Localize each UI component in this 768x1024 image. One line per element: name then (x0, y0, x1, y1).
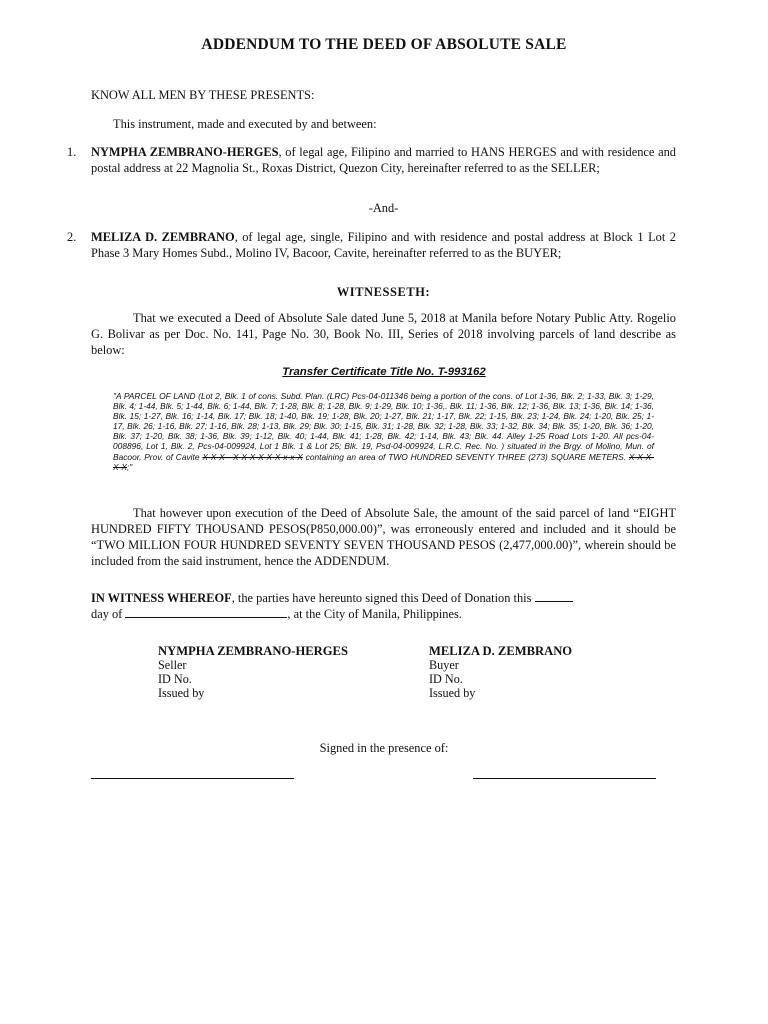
witness-text-3: , at the City of Manila, Philippines. (287, 607, 462, 621)
buyer-issued: Issued by (429, 686, 476, 700)
buyer-id: ID No. (429, 672, 463, 686)
presence-line: Signed in the presence of: (319, 741, 449, 755)
witness-text-1: , the parties have hereunto signed this Deed of Donation this (231, 591, 535, 605)
month-blank (125, 606, 287, 618)
tct-title: Transfer Certificate Title No. T-993162 (282, 366, 486, 378)
witness-text-2: day of (91, 607, 126, 621)
and-label: -And- (368, 201, 399, 215)
witness-signature-line-1 (91, 778, 294, 779)
seller-role: Seller (158, 658, 187, 672)
witness-signature-line-2 (473, 778, 656, 779)
legal-area-text: containing an area of TWO HUNDRED SEVENTY THREE (273) SQUARE METERS. (302, 451, 629, 462)
seller-issued: Issued by (158, 686, 205, 700)
however-paragraph: That however upon execution of the Deed of Absolute Sale, the amount of the said parcel of land “EIGHT HUNDRED FIFTY THOUSAND PESOS(P850,000.00)”, was erroneously entered and included and it should be “TWO MILLION FOUR HUNDRED SEVENTY SEVEN THOUSAND PESOS (2,477,000.00)”, wherein should be included from the said instrument, hence the ADDENDUM. (91, 506, 676, 568)
party1-number: 1. (67, 145, 77, 159)
seller-id: ID No. (158, 672, 192, 686)
party1-text: , of legal age, Filipino and married to HANS HERGES and with residence and postal address at 22 Magnolia St., Roxas District, Quezon City, hereinafter referred to as the SELLER; (91, 145, 676, 175)
executed-paragraph: That we executed a Deed of Absolute Sale dated June 5, 2018 at Manila before Notary Public Atty. Rogelio G. Bolivar as per Doc. No. 141, Page No. 30, Book No. III, Series of 2018 involving parcels of land describe as below: (91, 311, 676, 357)
instrument-line: This instrument, made and executed by and between: (113, 117, 377, 131)
party2-number: 2. (67, 230, 77, 244)
buyer-name: MELIZA D. ZEMBRANO (429, 644, 573, 658)
intro-line: KNOW ALL MEN BY THESE PRESENTS: (91, 88, 315, 102)
legal-description-text: "A PARCEL OF LAND (Lot 2, Blk. 1 of cons. Subd. Plan. (LRC) Pcs-04-011346 being a portion of the cons. of Lot 1-36, Blk. 2; 1-33, Blk. 3; 1-29, Blk. 4; 1-44, Blk. 5; 1-44, Blk. 6; 1-44, Blk. 7; 1-28, Blk. 8; 1-28, Blk. 9; 1-29, Blk. 10; 1-36,. Blk. 11; 1-36, Blk. 12; 1-36, Blk. 13; 1-36, Blk. 14; 1-36, Blk. 15; 1-27, Blk. 16; 1-14, Blk. 17; Blk. 18; 1-40, Blk. 19; 1-28, Blk. 20; 1-27, Blk. 21; 1-17, Blk. 22; 1-15, Blk. 23; 1-24, Blk. 24; 1-20, Blk. 25; 1-17, Blk. 26; 1-16, Blk. 27; 1-16, Blk. 28; 1-13, Blk. 29; Blk. 30; 1-15, Blk. 31; 1-28, Blk. 32; 1-28, Blk. 33; 1-32, Blk. 34; Blk. 35; 1-20, Blk. 36; 1-20, Blk. 37; 1-20, Blk. 38; 1-36, Blk. 39; 1-12, Blk. 40; 1-44, Blk. 41; 1-28, Blk. 42; 1-14, Blk. 43; Blk. 44. Alley 1-25 Road Lots 1-20. All pcs-04-008896, Lot 1, Blk. 2, Pcs-04-009924, Lot 1 Blk. 1 & Lot 25; Blk. 19, Psd-04-009924, L.R.C. Rec. No. ) situated in the Brgy. of Molino, Mun. of Bacoor, Prov. of Cavite (113, 391, 654, 462)
seller-name: NYMPHA ZEMBRANO-HERGES (158, 644, 348, 658)
party2-text: , of legal age, single, Filipino and with residence and postal address at Block 1 Lot 2 Phase 3 Mary Homes Subd., Molino IV, Bacoor, Cavite, hereinafter referred to as the BUYER; (91, 230, 676, 260)
legal-strike-1: X-X-X—X-X-X-X-X-X-x-x-X (202, 451, 303, 462)
legal-end: ;" (126, 461, 133, 472)
witness-whereof-bold: IN WITNESS WHEREOF (91, 591, 232, 605)
party2-paragraph (91, 229, 676, 261)
document-title: ADDENDUM TO THE DEED OF ABSOLUTE SALE (201, 36, 567, 53)
legal-description (113, 391, 654, 472)
date-blank (535, 590, 573, 602)
witness-whereof-paragraph (91, 590, 691, 622)
legal-strike-2: X-X-X-X-X (113, 451, 654, 472)
witnesseth-heading: WITNESSETH: (336, 285, 431, 299)
party1-paragraph (91, 144, 676, 176)
party2-name: MELIZA D. ZEMBRANO (91, 230, 235, 244)
buyer-role: Buyer (429, 658, 459, 672)
party1-name: NYMPHA ZEMBRANO-HERGES (91, 145, 279, 159)
